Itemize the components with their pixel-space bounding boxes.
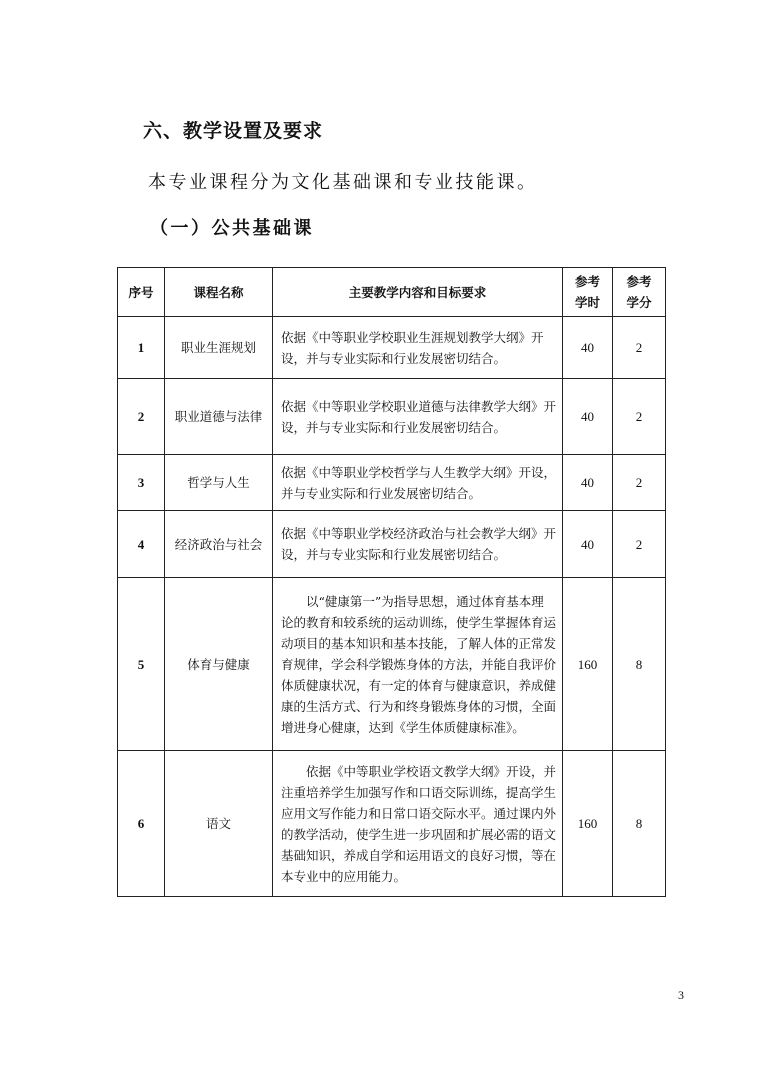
table-row bbox=[118, 317, 666, 379]
row-index: 1 bbox=[118, 317, 165, 379]
header-hours: 参考学时 bbox=[563, 268, 613, 317]
subsection-title: （一）公共基础课 bbox=[150, 218, 314, 239]
row-credits: 8 bbox=[613, 751, 666, 897]
row-course-name: 语文 bbox=[165, 751, 273, 897]
row-credits: 2 bbox=[613, 511, 666, 578]
table-row bbox=[118, 455, 666, 511]
row-index: 6 bbox=[118, 751, 165, 897]
row-credits: 2 bbox=[613, 455, 666, 511]
row-index: 5 bbox=[118, 578, 165, 751]
row-credits: 2 bbox=[613, 317, 666, 379]
header-course-name: 课程名称 bbox=[165, 268, 273, 317]
row-content: 依据《中等职业学校哲学与人生教学大纲》开设，并与专业实际和行业发展密切结合。 bbox=[273, 455, 563, 511]
header-index: 序号 bbox=[118, 268, 165, 317]
row-course-name: 职业道德与法律 bbox=[165, 379, 273, 455]
row-credits: 8 bbox=[613, 578, 666, 751]
row-index: 3 bbox=[118, 455, 165, 511]
row-content: 依据《中等职业学校职业道德与法律教学大纲》开设，并与专业实际和行业发展密切结合。 bbox=[273, 379, 563, 455]
row-hours: 160 bbox=[563, 751, 613, 897]
row-hours: 160 bbox=[563, 578, 613, 751]
row-content: 依据《中等职业学校职业生涯规划教学大纲》开设，并与专业实际和行业发展密切结合。 bbox=[273, 317, 563, 379]
row-content: 依据《中等职业学校语文教学大纲》开设，并注重培养学生加强写作和口语交际训练，提高学生应用文写作能力和日常口语交际水平。通过课内外的教学活动，使学生进一步巩固和扩展必需的语文基础知识，养成自学和运用语文的良好习惯，等在本专业中的应用能力。 bbox=[273, 751, 563, 897]
table-row bbox=[118, 511, 666, 578]
header-content: 主要教学内容和目标要求 bbox=[273, 268, 563, 317]
course-table bbox=[117, 267, 666, 897]
row-credits: 2 bbox=[613, 379, 666, 455]
row-content: 依据《中等职业学校经济政治与社会教学大纲》开设，并与专业实际和行业发展密切结合。 bbox=[273, 511, 563, 578]
section-title: 六、教学设置及要求 bbox=[143, 120, 324, 142]
row-hours: 40 bbox=[563, 511, 613, 578]
row-hours: 40 bbox=[563, 455, 613, 511]
row-hours: 40 bbox=[563, 379, 613, 455]
row-course-name: 经济政治与社会 bbox=[165, 511, 273, 578]
intro-paragraph: 本专业课程分为文化基础课和专业技能课。 bbox=[148, 172, 538, 193]
table-row bbox=[118, 578, 666, 751]
header-credits: 参考学分 bbox=[613, 268, 666, 317]
row-hours: 40 bbox=[563, 317, 613, 379]
page-number: 3 bbox=[678, 988, 684, 1002]
table-row bbox=[118, 751, 666, 897]
row-index: 4 bbox=[118, 511, 165, 578]
table-row bbox=[118, 379, 666, 455]
row-course-name: 体育与健康 bbox=[165, 578, 273, 751]
table-header-row bbox=[118, 268, 666, 317]
row-course-name: 哲学与人生 bbox=[165, 455, 273, 511]
row-course-name: 职业生涯规划 bbox=[165, 317, 273, 379]
row-index: 2 bbox=[118, 379, 165, 455]
row-content: 以“健康第一”为指导思想，通过体育基本理论的教育和较系统的运动训练，使学生掌握体育运动项目的基本知识和基本技能，了解人体的正常发育规律，学会科学锻炼身体的方法，并能自我评价体质健康状况，有一定的体育与健康意识，养成健康的生活方式、行为和终身锻炼身体的习惯，全面增进身心健康，达到《学生体质健康标准》。 bbox=[273, 578, 563, 751]
